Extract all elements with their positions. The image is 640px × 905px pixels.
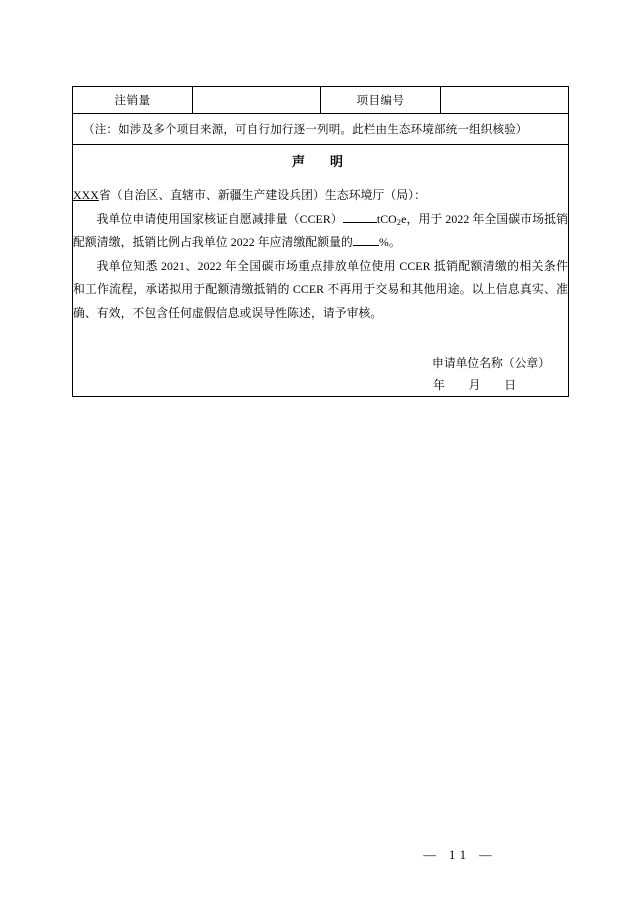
table-note-text: （注：如涉及多个项目来源，可自行加行逐一列明。此栏由生态环境部统一组织核验） — [73, 114, 569, 145]
cell-cancellation-volume-label: 注销量 — [73, 87, 193, 114]
signature-organization: 申请单位名称（公章） — [432, 355, 550, 370]
cell-project-number-value[interactable] — [441, 87, 569, 114]
statement-block — [73, 145, 569, 397]
page-number: — 11 — — [423, 848, 497, 862]
para1-unit-sub: 2 — [396, 216, 402, 227]
signature-date: 年 月 日 — [433, 377, 522, 392]
statement-paragraph-1 — [73, 208, 568, 255]
ccer-amount-blank[interactable] — [343, 210, 377, 222]
addressee-rest: 省（自治区、直辖市、新疆生产建设兵团）生态环境厅（局）： — [98, 188, 427, 202]
signature-block — [73, 352, 568, 397]
statement-row — [73, 145, 569, 397]
table-note-row — [73, 114, 569, 145]
cell-project-number-label: 项目编号 — [321, 87, 441, 114]
para1-unit-tail: e，用于 2022 年全国碳市场抵销配额清缴，抵销比例占我单位 2022 年应清缴配额量的 — [73, 211, 569, 250]
offset-ratio-blank[interactable] — [353, 234, 379, 246]
addressee-province: XXX — [73, 188, 99, 202]
para1-tail: %。 — [378, 235, 401, 250]
table-row — [73, 87, 569, 114]
registration-table — [72, 86, 569, 397]
statement-addressee — [73, 184, 568, 208]
para1-unit: tCO — [376, 211, 397, 226]
statement-paragraph-2: 我单位知悉 2021、2022 年全国碳市场重点排放单位使用 CCER 抵销配额清缴的相关条件和工作流程，承诺拟用于配额清缴抵销的 CCER 不再用于交易和其他用途。以上信息真实、准确、有效，不包含任何虚假信息或误导性陈述，请予审核。 — [73, 258, 568, 320]
para1-text-a: 我单位申请使用国家核证自愿减排量（CCER） — [96, 211, 343, 226]
cell-cancellation-volume-value[interactable] — [193, 87, 321, 114]
statement-title: 声 明 — [291, 154, 349, 169]
